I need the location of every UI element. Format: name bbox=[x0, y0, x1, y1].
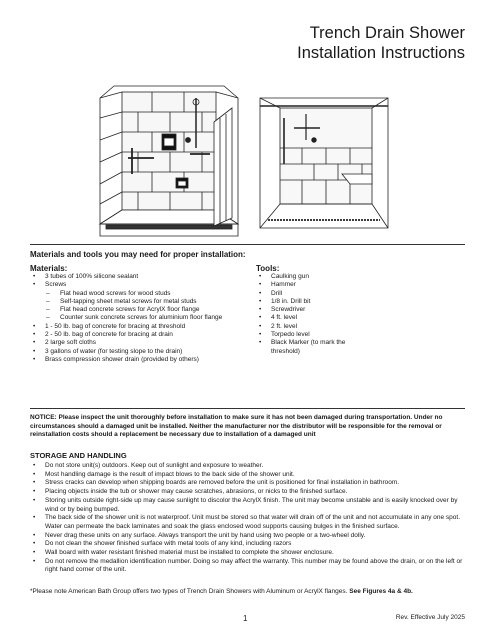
list-item bbox=[30, 471, 470, 480]
storage-heading: STORAGE AND HANDLING bbox=[30, 451, 127, 460]
list-item-text: Placing objects inside the tub or shower may cause scratches, abrasions, or nicks to the finished surface. bbox=[45, 488, 348, 496]
list-item-text: Flat head wood screws for wood studs bbox=[60, 289, 171, 297]
list-item-text: Never drag these units on any surface. Always transport the unit by hand using two people or a two-wheel dolly. bbox=[45, 531, 366, 539]
bullet-marker: • bbox=[33, 549, 36, 557]
bullet-marker: • bbox=[33, 557, 36, 565]
list-item bbox=[30, 356, 255, 364]
list-item bbox=[256, 273, 366, 281]
list-item bbox=[30, 540, 470, 549]
bullet-marker: – bbox=[46, 289, 50, 297]
list-item bbox=[30, 273, 255, 281]
bullet-marker: • bbox=[33, 479, 36, 487]
bullet-marker: • bbox=[33, 470, 36, 478]
bullet-marker: • bbox=[259, 289, 262, 297]
list-item-text: Self-tapping sheet metal screws for metal studs bbox=[60, 297, 197, 305]
list-item bbox=[30, 339, 255, 347]
list-item bbox=[30, 348, 255, 356]
list-item bbox=[30, 532, 470, 541]
list-item-text: 1/8 in. Drill bit bbox=[271, 297, 311, 305]
list-item-text: 2 - 50 lb. bag of concrete for bracing at drain bbox=[45, 331, 173, 339]
list-item bbox=[30, 331, 255, 339]
bullet-marker: • bbox=[33, 281, 36, 289]
list-item-text: 4 ft. level bbox=[271, 314, 298, 322]
list-item bbox=[256, 290, 366, 298]
list-item bbox=[30, 323, 255, 331]
shower-unit-illustration-front bbox=[92, 78, 244, 238]
bullet-marker: • bbox=[33, 514, 36, 522]
list-item bbox=[30, 549, 470, 558]
list-item-text: 2 large soft cloths bbox=[45, 339, 96, 347]
flange-footnote bbox=[30, 588, 470, 597]
list-item-text: Counter sunk concrete screws for aluminium floor flange bbox=[60, 314, 223, 322]
section-divider bbox=[30, 244, 465, 245]
list-item-text: Do not remove the medallion identification number. Doing so may affect the warranty. This number may be found above the drain, or on the left or right hand corner of the unit. bbox=[45, 557, 463, 574]
storage-list bbox=[30, 462, 470, 575]
list-item-text: Torpedo level bbox=[271, 331, 310, 339]
damage-notice: NOTICE: Please inspect the unit thoroughly before installation to make sure it has not been damaged during transportation. Under no circumstances should a damaged unit be installed. Neither the manufacturer nor the distributor will be responsible for the removal or reinstallation costs should a replacement be necessary due to installation of a damaged unit bbox=[30, 414, 443, 438]
bullet-marker: • bbox=[33, 355, 36, 363]
list-item bbox=[30, 479, 470, 488]
bullet-marker: • bbox=[33, 540, 36, 548]
bullet-marker: – bbox=[46, 314, 50, 322]
shower-unit-illustration-side bbox=[254, 88, 394, 230]
list-item-text: 3 tubes of 100% silicone sealant bbox=[45, 273, 139, 280]
bullet-marker: • bbox=[259, 331, 262, 339]
bullet-marker: • bbox=[259, 273, 262, 280]
list-item-text: Black Marker (to mark the threshold) bbox=[271, 339, 346, 355]
bullet-marker: • bbox=[259, 297, 262, 305]
list-item bbox=[30, 558, 470, 575]
bullet-marker: • bbox=[33, 496, 36, 504]
list-item bbox=[256, 331, 366, 339]
list-item-text: Screws bbox=[45, 281, 67, 289]
list-item-text: Drill bbox=[271, 289, 283, 297]
list-item-text: Stress cracks can develop when shipping boards are removed before the unit is positioned for final installation in bathroom. bbox=[45, 479, 400, 487]
bullet-marker: • bbox=[33, 347, 36, 355]
bullet-marker: • bbox=[33, 531, 36, 539]
list-item bbox=[256, 314, 366, 322]
title-line-1: Trench Drain Shower bbox=[309, 24, 465, 42]
list-item bbox=[256, 281, 366, 289]
bullet-marker: • bbox=[259, 322, 262, 330]
list-item bbox=[30, 497, 470, 514]
materials-intro-heading: Materials and tools you may need for proper installation: bbox=[30, 250, 246, 259]
bullet-marker: – bbox=[46, 297, 50, 305]
list-item bbox=[256, 298, 366, 306]
list-item-text: Hammer bbox=[271, 281, 296, 289]
list-item bbox=[30, 462, 470, 471]
bullet-marker: • bbox=[259, 281, 262, 289]
bullet-marker: • bbox=[259, 314, 262, 322]
list-item bbox=[30, 306, 255, 314]
bullet-marker: • bbox=[259, 306, 262, 314]
list-item bbox=[30, 290, 255, 298]
list-item-text: Do not store unit(s) outdoors. Keep out of sunlight and exposure to weather. bbox=[45, 462, 264, 469]
list-item-text: Wall board with water resistant finished material must be installed to complete the shower enclosure. bbox=[45, 549, 334, 557]
tools-list bbox=[256, 273, 366, 356]
materials-list bbox=[30, 273, 255, 364]
page-number: 1 bbox=[243, 614, 248, 623]
list-item-text: Most handling damage is the result of impact blows to the back side of the shower unit. bbox=[45, 470, 295, 478]
bullet-marker: – bbox=[46, 306, 50, 314]
title-line-2: Installation Instructions bbox=[297, 44, 465, 62]
bullet-marker: • bbox=[33, 331, 36, 339]
list-item bbox=[256, 323, 366, 331]
bullet-marker: • bbox=[259, 339, 262, 347]
list-item-text: The back side of the shower unit is not waterproof. Unit must be stored so that water will drain off of the unit and not accumulate in any one spot. Water can permeate the back laminates and soak the glass enclosed wood supports causing bulges in the finished surface. bbox=[45, 514, 461, 530]
section-divider bbox=[30, 408, 465, 409]
list-item bbox=[30, 514, 470, 531]
document-title bbox=[297, 23, 465, 63]
list-item-text: Storing units outside right-side up may cause sunlight to discolor the AcrylX finish. The unit may become unstable and is easily knocked over by wind or by being bumped. bbox=[45, 496, 458, 513]
list-item-text: 3 gallons of water (for testing slope to the drain) bbox=[45, 347, 183, 355]
list-item-text: Do not clean the shower finished surface with metal tools of any kind, including razors bbox=[45, 540, 292, 548]
revision-date: Rev. Effective July 2025 bbox=[395, 614, 465, 621]
list-item bbox=[30, 314, 255, 322]
list-item bbox=[256, 306, 366, 314]
list-item bbox=[30, 298, 255, 306]
list-item-text: Flat head concrete screws for AcrylX floor flange bbox=[60, 306, 200, 314]
materials-heading: Materials: bbox=[30, 264, 68, 273]
list-item bbox=[256, 339, 366, 356]
bullet-marker: • bbox=[33, 273, 36, 280]
tools-heading: Tools: bbox=[256, 264, 280, 273]
footnote-figure-ref: See Figures 4a & 4b. bbox=[349, 588, 413, 595]
bullet-marker: • bbox=[33, 322, 36, 330]
list-item-text: Caulking gun bbox=[271, 273, 309, 280]
bullet-marker: • bbox=[33, 488, 36, 496]
list-item bbox=[30, 281, 255, 289]
list-item-text: Screwdriver bbox=[271, 306, 306, 314]
bullet-marker: • bbox=[33, 339, 36, 347]
footnote-text: *Please note American Bath Group offers two types of Trench Drain Showers with Aluminum or AcrylX flanges. bbox=[30, 588, 350, 595]
bullet-marker: • bbox=[33, 462, 36, 469]
list-item bbox=[30, 488, 470, 497]
list-item-text: 1 - 50 lb. bag of concrete for bracing at threshold bbox=[45, 322, 186, 330]
list-item-text: Brass compression shower drain (provided by others) bbox=[45, 355, 199, 363]
list-item-text: 2 ft. level bbox=[271, 322, 298, 330]
